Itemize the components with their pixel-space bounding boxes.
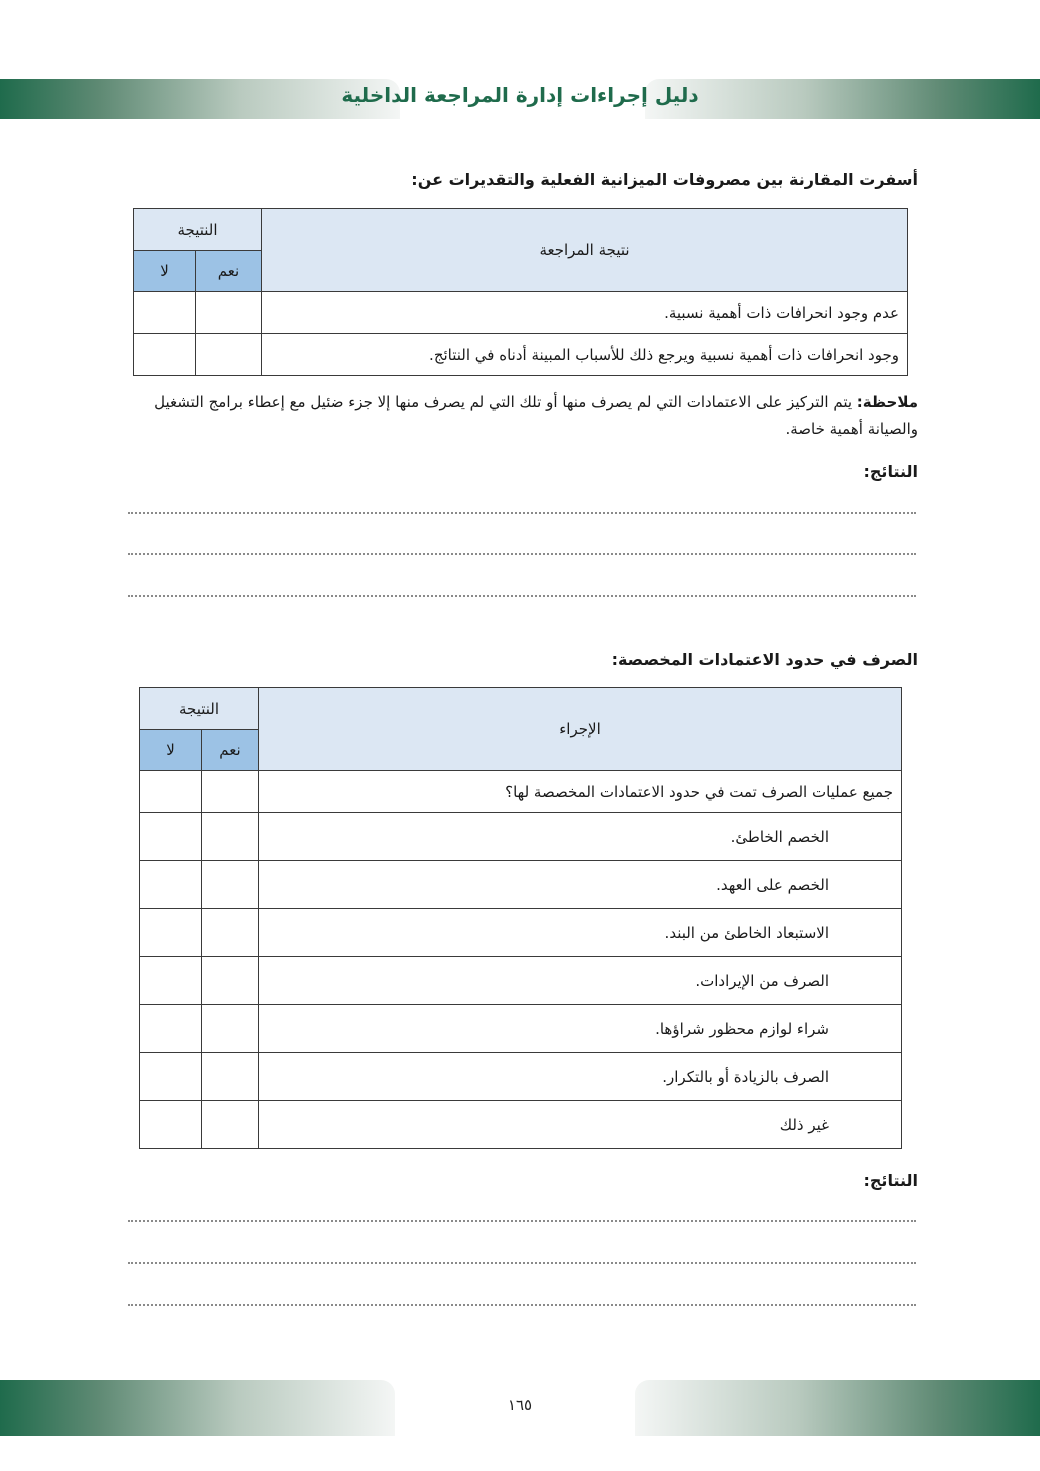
table1-main-header: نتيجة المراجعة [262, 209, 908, 292]
results-line[interactable] [128, 595, 916, 597]
table-row [140, 861, 902, 909]
results-line[interactable] [128, 512, 916, 514]
note-label: ملاحظة: [856, 393, 918, 411]
table2-yes-cell[interactable] [202, 813, 259, 861]
section2-results-label: النتائج: [863, 1171, 918, 1190]
header-band [0, 79, 1040, 119]
table-row [140, 813, 902, 861]
section2-table [139, 687, 902, 1149]
table2-row-text: شراء لوازم محظور شراؤها. [259, 1005, 902, 1053]
table2-yes-cell[interactable] [202, 909, 259, 957]
table2-yes-cell[interactable] [202, 1005, 259, 1053]
table1-row-text: وجود انحرافات ذات أهمية نسبية ويرجع ذلك للأسباب المبينة أدناه في النتائج. [262, 334, 908, 376]
table2-no-cell[interactable] [140, 813, 202, 861]
table2-main-header: الإجراء [259, 688, 902, 771]
section1-results-label: النتائج: [863, 462, 918, 481]
table2-result-header: النتيجة [140, 688, 259, 730]
table2-no-cell[interactable] [140, 861, 202, 909]
table2-row-text: الصرف بالزيادة أو بالتكرار. [259, 1053, 902, 1101]
table1-result-header: النتيجة [134, 209, 262, 251]
footer-band [0, 1380, 1040, 1436]
table2-no-cell[interactable] [140, 1101, 202, 1149]
note-text: يتم التركيز على الاعتمادات التي لم يصرف منها أو تلك التي لم يصرف منها إلا جزء ضئيل مع إعطاء برامج التشغيل والصيانة أهمية خاصة. [154, 393, 918, 438]
table1-no-cell[interactable] [134, 334, 196, 376]
table2-no-cell[interactable] [140, 957, 202, 1005]
table2-row-text: الاستبعاد الخاطئ من البند. [259, 909, 902, 957]
table-row [140, 909, 902, 957]
page-number: ١٦٥ [507, 1396, 533, 1414]
table-row [134, 334, 908, 376]
table-row [140, 1101, 902, 1149]
table2-row-text: الخصم على العهد. [259, 861, 902, 909]
table1-row-text: عدم وجود انحرافات ذات أهمية نسبية. [262, 292, 908, 334]
section1-note [118, 389, 918, 443]
table-row [140, 1053, 902, 1101]
table1-yes-cell[interactable] [196, 292, 262, 334]
section1-heading: أسفرت المقارنة بين مصروفات الميزانية الفعلية والتقديرات عن: [411, 170, 918, 189]
table1-yes-cell[interactable] [196, 334, 262, 376]
results-line[interactable] [128, 553, 916, 555]
table2-yes-cell[interactable] [202, 1101, 259, 1149]
table-row [134, 292, 908, 334]
results-line[interactable] [128, 1220, 916, 1222]
table2-no-cell[interactable] [140, 771, 202, 813]
table2-yes-header: نعم [202, 730, 259, 771]
table2-no-header: لا [140, 730, 202, 771]
table1-yes-header: نعم [196, 251, 262, 292]
table-row [140, 771, 902, 813]
table2-row-text: الخصم الخاطئ. [259, 813, 902, 861]
table2-no-cell[interactable] [140, 1053, 202, 1101]
table1-no-cell[interactable] [134, 292, 196, 334]
results-line[interactable] [128, 1262, 916, 1264]
table2-row-text: غير ذلك [259, 1101, 902, 1149]
table1-no-header: لا [134, 251, 196, 292]
table-row [140, 957, 902, 1005]
table2-yes-cell[interactable] [202, 1053, 259, 1101]
table2-no-cell[interactable] [140, 1005, 202, 1053]
table2-yes-cell[interactable] [202, 861, 259, 909]
table2-no-cell[interactable] [140, 909, 202, 957]
section2-heading: الصرف في حدود الاعتمادات المخصصة: [611, 650, 918, 669]
document-title: دليل إجراءات إدارة المراجعة الداخلية [341, 83, 699, 107]
table2-yes-cell[interactable] [202, 771, 259, 813]
table-row [140, 1005, 902, 1053]
table2-yes-cell[interactable] [202, 957, 259, 1005]
table2-row-text: الصرف من الإيرادات. [259, 957, 902, 1005]
table2-row-text: جميع عمليات الصرف تمت في حدود الاعتمادات المخصصة لها؟ [259, 771, 902, 813]
section1-table [133, 208, 908, 376]
results-line[interactable] [128, 1304, 916, 1306]
